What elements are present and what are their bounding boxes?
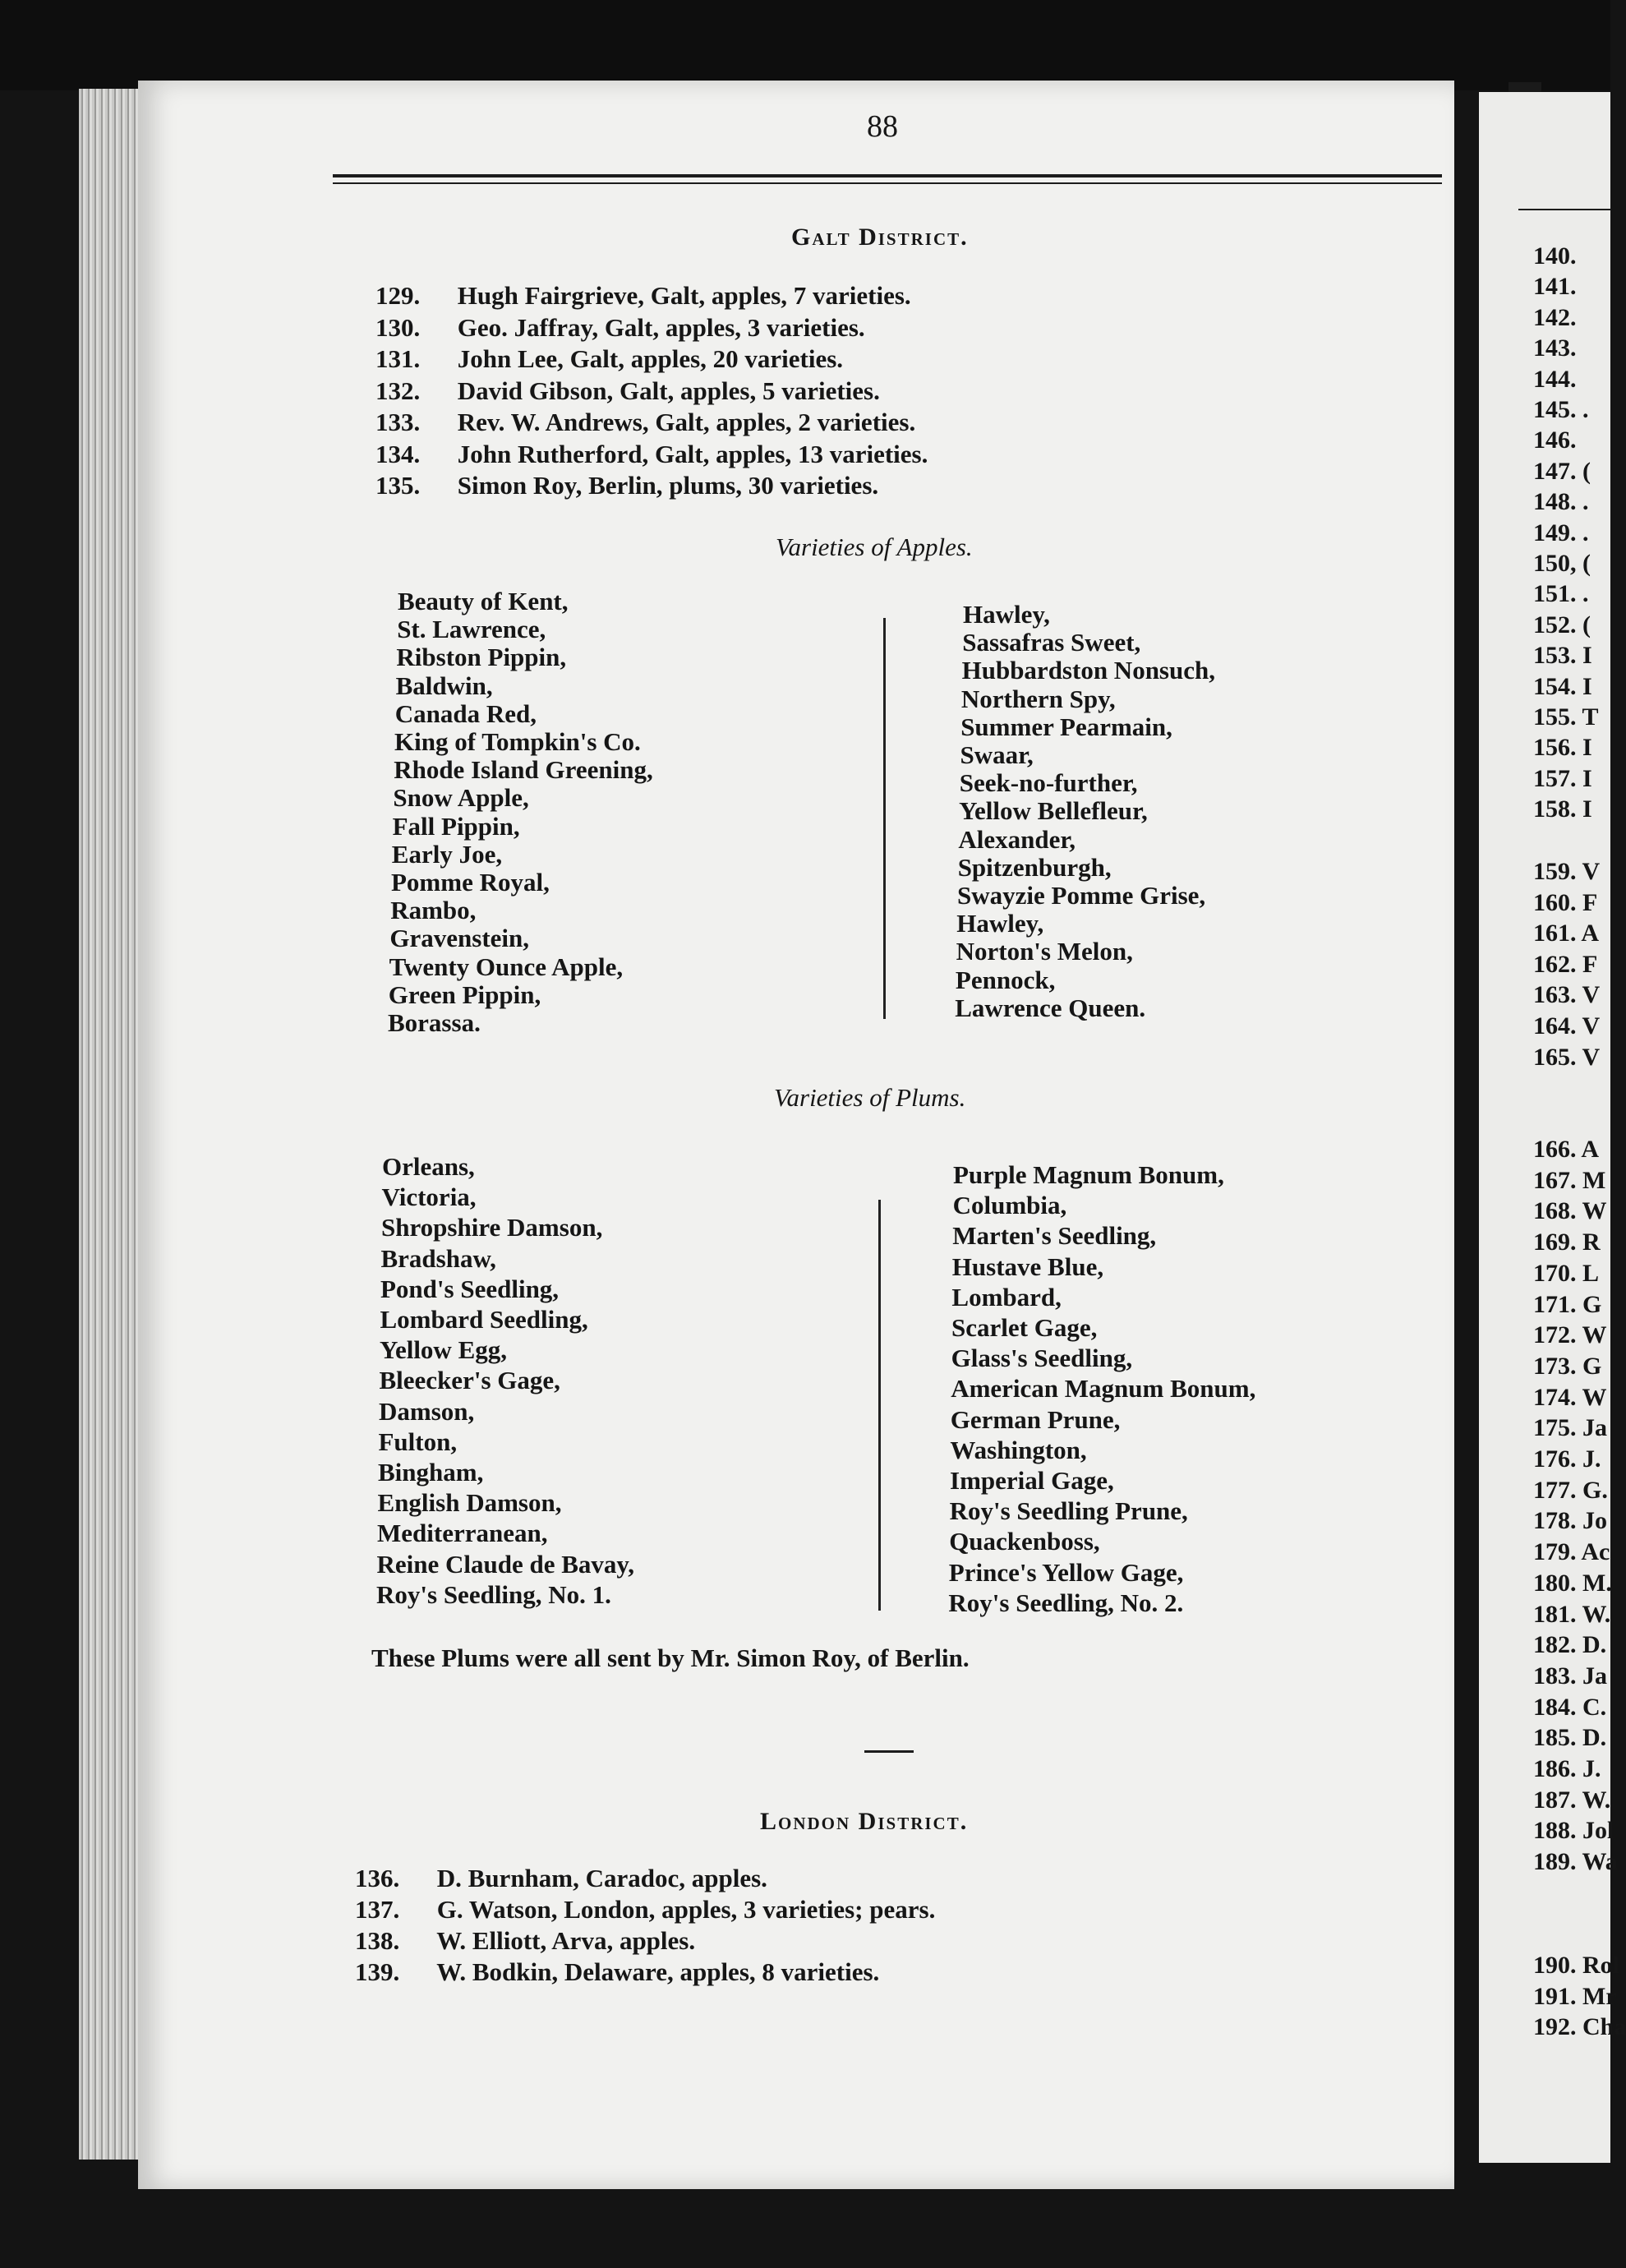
right-page-entry: 156. I: [1533, 734, 1592, 762]
right-page-entry: 148. .: [1533, 488, 1589, 516]
apple-variety: Hawley,: [956, 909, 1044, 938]
right-page-entry: 172. W: [1533, 1321, 1607, 1349]
plums-column-divider: [878, 1200, 881, 1611]
galt-entry: [375, 471, 878, 500]
right-page-entry: 177. G.: [1533, 1476, 1608, 1504]
galt-entry-number: 132.: [375, 376, 421, 405]
apple-variety: Pomme Royal,: [391, 868, 550, 897]
right-page-entry: 173. G: [1533, 1352, 1602, 1380]
right-page-entry: 160. F: [1533, 888, 1598, 916]
plum-variety: Bingham,: [378, 1458, 484, 1487]
plum-variety: Roy's Seedling Prune,: [949, 1496, 1188, 1526]
galt-district-heading: Galt District.: [791, 224, 969, 251]
plum-variety: German Prune,: [950, 1404, 1121, 1434]
apple-variety: Yellow Bellefleur,: [959, 796, 1148, 826]
plum-variety: Mediterranean,: [377, 1519, 548, 1548]
plum-variety: Prince's Yellow Gage,: [948, 1557, 1184, 1587]
apple-variety: Baldwin,: [395, 671, 493, 700]
right-page-entry: 179. Ac: [1533, 1538, 1610, 1566]
right-page-entry: 189. Wa: [1533, 1848, 1618, 1876]
galt-entry-text: John Rutherford, Galt, apples, 13 varieties.: [451, 439, 928, 468]
right-page-entry: 147. (: [1533, 457, 1591, 485]
right-page-rule: [1518, 209, 1610, 210]
right-page-entry: 149. .: [1533, 519, 1589, 546]
right-page-entry: 165. V: [1533, 1043, 1601, 1071]
plum-variety: Bleecker's Gage,: [379, 1366, 560, 1395]
london-entry: [355, 1895, 935, 1925]
apple-variety: Norton's Melon,: [956, 937, 1133, 966]
galt-entry: [375, 440, 928, 469]
apple-variety: Rambo,: [390, 896, 477, 925]
right-page-entry: 158. I: [1533, 795, 1592, 823]
apple-variety: Hubbardston Nonsuch,: [961, 656, 1215, 685]
right-page-entry: 153. I: [1533, 642, 1592, 670]
plum-variety: Damson,: [379, 1396, 475, 1426]
apple-variety: Beauty of Kent,: [398, 587, 569, 615]
right-page-entry: 178. Jo: [1533, 1507, 1607, 1535]
right-page-entry: 161. A: [1533, 920, 1600, 947]
galt-entry-number: 131.: [375, 344, 421, 373]
right-page-entry: 146.: [1533, 426, 1577, 454]
apple-variety: Gravenstein,: [389, 924, 530, 953]
right-page-entry: 163. V: [1533, 981, 1601, 1009]
right-page-entry: 166. A: [1533, 1136, 1600, 1163]
apple-variety: Borassa.: [388, 1008, 481, 1037]
plum-variety: Lombard Seedling,: [380, 1305, 588, 1334]
plum-variety: Victoria,: [381, 1182, 477, 1212]
right-page-entry: 169. R: [1533, 1228, 1601, 1256]
plums-heading: Varieties of Plums.: [774, 1083, 966, 1112]
right-page-entry: 154. I: [1533, 672, 1592, 700]
plum-variety: Orleans,: [382, 1152, 475, 1181]
london-entry-number: 138.: [355, 1926, 400, 1955]
right-page-entry: 168. W: [1533, 1197, 1607, 1225]
apple-variety: Lawrence Queen.: [955, 993, 1146, 1022]
scan-background-top: [0, 0, 1610, 90]
plum-variety: Quackenboss,: [949, 1527, 1100, 1556]
plum-variety: Hustave Blue,: [951, 1252, 1104, 1281]
london-entry: [355, 1957, 879, 1987]
right-page-entry: 159. V: [1533, 858, 1601, 885]
plum-variety: Reine Claude de Bavay,: [376, 1549, 634, 1579]
galt-entry-number: 135.: [375, 471, 421, 500]
apple-variety: Snow Apple,: [393, 783, 529, 813]
galt-entry-text: John Lee, Galt, apples, 20 varieties.: [451, 344, 844, 373]
right-page-entry: 167. M: [1533, 1166, 1606, 1194]
apples-heading: Varieties of Apples.: [776, 532, 973, 561]
right-page-entry: 190. Rol: [1533, 1952, 1619, 1979]
london-entry-text: W. Bodkin, Delaware, apples, 8 varieties.: [431, 1957, 880, 1986]
plum-variety: Washington,: [950, 1435, 1087, 1464]
london-entry-number: 137.: [355, 1895, 400, 1924]
right-page-entry: 170. L: [1533, 1259, 1600, 1287]
galt-entry: [375, 313, 865, 343]
apple-variety: Summer Pearmain,: [960, 712, 1172, 741]
apple-variety: Green Pippin,: [388, 980, 541, 1009]
plum-variety: Yellow Egg,: [380, 1335, 507, 1365]
galt-entry-number: 130.: [375, 312, 421, 342]
right-page-entry: 141.: [1533, 273, 1577, 301]
plum-variety: Pond's Seedling,: [380, 1274, 560, 1303]
apple-variety: Sassafras Sweet,: [962, 628, 1141, 657]
plum-variety: Roy's Seedling, No. 1.: [376, 1579, 611, 1609]
right-page-entry: 186. J.: [1533, 1755, 1601, 1782]
right-page-entry: 183. Ja: [1533, 1662, 1607, 1689]
right-page-entry: 157. I: [1533, 764, 1592, 792]
galt-entry-number: 129.: [375, 281, 421, 310]
right-page-entry: 181. W.: [1533, 1600, 1611, 1628]
right-page-entry: 182. D.: [1533, 1631, 1607, 1659]
right-page-entry: 175. Ja: [1533, 1414, 1607, 1442]
right-page-entry: 171. G: [1533, 1290, 1602, 1318]
plum-variety: Lombard,: [951, 1282, 1062, 1311]
apple-variety: Rhode Island Greening,: [394, 755, 653, 785]
page-number: 88: [867, 109, 898, 144]
right-page-entry: 152. (: [1533, 611, 1591, 638]
right-page-entry: 150, (: [1533, 550, 1591, 577]
london-entry-number: 139.: [355, 1957, 400, 1986]
right-page-entry: 145. .: [1533, 396, 1589, 423]
header-rule: [333, 174, 1442, 177]
london-entry-text: D. Burnham, Caradoc, apples.: [431, 1864, 767, 1892]
plum-variety: Bradshaw,: [380, 1243, 496, 1273]
plum-variety: Columbia,: [952, 1191, 1067, 1220]
galt-entry-text: David Gibson, Galt, apples, 5 varieties.: [451, 376, 880, 405]
galt-entry: [375, 344, 843, 374]
apples-column-divider: [883, 618, 886, 1019]
apple-variety: Twenty Ounce Apple,: [389, 952, 624, 981]
galt-entry-text: Simon Roy, Berlin, plums, 30 varieties.: [451, 471, 879, 500]
right-page-entry: 174. W: [1533, 1383, 1607, 1411]
galt-entry-text: Rev. W. Andrews, Galt, apples, 2 varieties.: [451, 408, 916, 436]
plum-variety: Roy's Seedling, No. 2.: [948, 1588, 1184, 1617]
apple-variety: Seek-no-further,: [959, 768, 1138, 798]
right-page-entry: 144.: [1533, 365, 1577, 393]
apple-variety: Hawley,: [963, 600, 1050, 629]
galt-entry-text: Hugh Fairgrieve, Galt, apples, 7 varieties.: [451, 281, 911, 310]
right-page-entry: 155. T: [1533, 703, 1599, 731]
london-district-heading: London District.: [760, 1808, 969, 1835]
apple-variety: Swaar,: [960, 740, 1034, 769]
apple-variety: Fall Pippin,: [392, 811, 520, 841]
right-page-entry: 185. D.: [1533, 1724, 1607, 1752]
galt-entry: [375, 376, 880, 406]
right-page-entry: 188. Jol: [1533, 1817, 1614, 1845]
galt-entry-text: Geo. Jaffray, Galt, apples, 3 varieties.: [451, 312, 865, 342]
apple-variety: Swayzie Pomme Grise,: [957, 881, 1206, 910]
section-separator: [864, 1750, 914, 1753]
plum-variety: Imperial Gage,: [950, 1466, 1114, 1495]
apple-variety: St. Lawrence,: [397, 615, 546, 644]
right-page-entry: 184. C.: [1533, 1693, 1607, 1721]
right-page-entry: 164. V: [1533, 1012, 1601, 1040]
right-page-entry: 176. J.: [1533, 1445, 1601, 1473]
apple-variety: Alexander,: [958, 824, 1076, 854]
galt-entry-number: 134.: [375, 439, 421, 468]
right-page-entry: 143.: [1533, 334, 1577, 362]
apple-variety: King of Tompkin's Co.: [394, 727, 641, 756]
right-page-entry: 151. .: [1533, 580, 1589, 608]
right-page-entry: 192. Cha: [1533, 2013, 1626, 2040]
london-entry-text: W. Elliott, Arva, apples.: [431, 1926, 696, 1955]
plum-variety: Glass's Seedling,: [951, 1344, 1133, 1373]
apple-variety: Canada Red,: [394, 698, 537, 728]
right-page-entry: 180. M.: [1533, 1569, 1612, 1597]
plum-variety: English Damson,: [377, 1488, 562, 1518]
galt-entry: [375, 408, 915, 437]
plum-variety: Scarlet Gage,: [951, 1313, 1098, 1342]
right-page-entry: 162. F: [1533, 950, 1598, 978]
right-page-entry: 187. W.: [1533, 1786, 1611, 1814]
apple-variety: Spitzenburgh,: [957, 852, 1112, 882]
right-page-entry: 140.: [1533, 242, 1577, 270]
london-entry-text: G. Watson, London, apples, 3 varieties; pears.: [431, 1895, 936, 1924]
plum-variety: Purple Magnum Bonum,: [953, 1160, 1224, 1189]
apple-variety: Pennock,: [955, 965, 1056, 994]
galt-entry-number: 133.: [375, 408, 421, 436]
london-entry: [355, 1864, 767, 1893]
apple-variety: Ribston Pippin,: [396, 643, 567, 672]
right-page-entry: 191. Mr: [1533, 1982, 1617, 2010]
plum-variety: Shropshire Damson,: [381, 1213, 603, 1242]
plum-variety: Fulton,: [378, 1427, 458, 1456]
plum-variety: Marten's Seedling,: [952, 1221, 1157, 1251]
galt-entry: [375, 281, 911, 311]
apple-variety: Early Joe,: [391, 839, 503, 869]
right-page-entry: 142.: [1533, 303, 1577, 331]
plums-note: These Plums were all sent by Mr. Simon Roy, of Berlin.: [371, 1643, 970, 1672]
london-entry-number: 136.: [355, 1864, 400, 1892]
header-rule-thin: [333, 182, 1442, 184]
plum-variety: American Magnum Bonum,: [951, 1374, 1256, 1404]
apple-variety: Northern Spy,: [960, 684, 1116, 713]
london-entry: [355, 1926, 695, 1956]
